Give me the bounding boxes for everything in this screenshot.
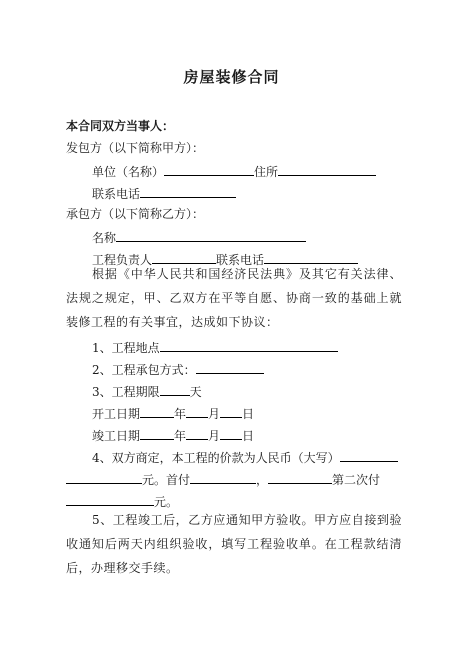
parties-heading: 本合同双方当事人： [66, 119, 175, 133]
party-b-name-label: 名称 [92, 231, 117, 245]
year-label: 年 [174, 429, 187, 443]
contract-mode-blank[interactable] [196, 361, 264, 374]
price-amount-blank[interactable] [66, 471, 142, 484]
payment-blank[interactable] [268, 471, 332, 484]
down-payment-blank[interactable] [190, 471, 256, 484]
party-b-phone-label: 联系电话 [216, 253, 265, 267]
clause-3-prefix: 3、工程期限 [92, 385, 160, 399]
party-a-phone-row [92, 185, 236, 201]
start-day-blank[interactable] [220, 405, 242, 418]
unit-label: 单位（名称） [92, 165, 165, 179]
price-uppercase-blank[interactable] [340, 449, 398, 462]
day-label: 日 [242, 407, 255, 421]
clause-1-row [92, 339, 338, 355]
month-label: 月 [208, 407, 221, 421]
party-a-unit-row [92, 163, 376, 179]
end-year-blank[interactable] [140, 427, 174, 440]
clause-3-suffix: 天 [189, 385, 202, 399]
end-date-row [92, 427, 254, 443]
site-blank[interactable] [160, 339, 338, 352]
party-b-name-row [92, 229, 306, 245]
page-title: 房屋装修合同 [183, 68, 280, 86]
party-b-name-blank[interactable] [116, 229, 306, 242]
address-blank[interactable] [278, 163, 376, 176]
clause-4-yuan-end: 元。 [154, 495, 179, 509]
clause-2-row [92, 361, 264, 377]
party-a-phone-blank[interactable] [140, 185, 236, 198]
clause-4-row [92, 449, 398, 465]
manager-label: 工程负责人 [92, 253, 153, 267]
clause-4-end-row [66, 493, 178, 509]
year-label: 年 [174, 407, 187, 421]
start-date-label: 开工日期 [92, 407, 141, 421]
second-payment-blank[interactable] [66, 493, 154, 506]
clause-4-yuan-first: 元。首付 [142, 473, 191, 487]
clause-4-second: 第二次付 [332, 473, 381, 487]
end-month-blank[interactable] [186, 427, 208, 440]
end-day-blank[interactable] [220, 427, 242, 440]
start-year-blank[interactable] [140, 405, 174, 418]
party-b-heading: 承包方（以下简称乙方）： [66, 207, 205, 221]
unit-blank[interactable] [164, 163, 254, 176]
comma: ， [256, 473, 269, 487]
day-label: 日 [242, 429, 255, 443]
clause-3-row [92, 383, 202, 399]
preamble-paragraph: 根据《中华人民共和国经济民法典》及其它有关法律、法规之规定，甲、乙双方在平等自愿、协商一致的基础上就装修工程的有关事宜，达成如下协议： [66, 267, 402, 329]
month-label: 月 [208, 429, 221, 443]
clause-1-label: 1、工程地点 [92, 341, 160, 355]
party-a-heading: 发包方（以下简称甲方）： [66, 141, 205, 155]
clause-2-label: 2、工程承包方式： [92, 363, 196, 377]
address-label: 住所 [254, 165, 279, 179]
start-month-blank[interactable] [186, 405, 208, 418]
party-a-phone-label: 联系电话 [92, 187, 141, 201]
clause-4-text: 4、双方商定，本工程的价款为人民币（大写） [92, 451, 340, 465]
clause-4-payment-row [66, 471, 380, 487]
clause-5-paragraph: 5、工程竣工后，乙方应通知甲方验收。甲方应自接到验收通知后两天内组织验收，填写工程验收单。在工程款结清后，办理移交手续。 [66, 513, 402, 575]
end-date-label: 竣工日期 [92, 429, 141, 443]
duration-blank[interactable] [160, 383, 190, 396]
start-date-row [92, 405, 254, 421]
